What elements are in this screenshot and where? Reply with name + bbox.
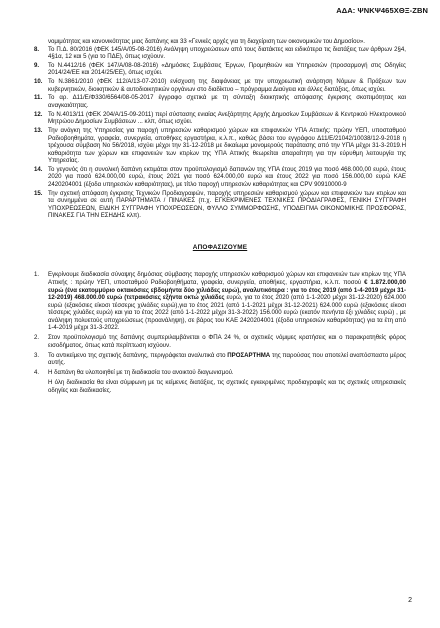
item-number: 15.	[34, 189, 43, 197]
attachment-label: ΠΡΟΣΑΡΤΗΜΑ	[227, 351, 271, 359]
decision-item	[34, 334, 406, 349]
ada-code: ΑΔΑ: ΨΝΚΨ465ΧΘΞ-ΖΒΝ	[336, 6, 428, 15]
item-text: Το Ν.4412/16 (ΦΕΚ 147/Α/08-08-2016) «Δημόσιες Συμβάσεις Έργων, Προμηθειών και Υπηρεσιών (προσαρμογή στις Οδηγίες 2014/24/ΕΕ και 2014/25/ΕΕ), όπως ισχύει.	[48, 61, 406, 77]
item-number: 9.	[34, 61, 40, 69]
decision-amount-bold: € 1.872.000,00 ευρώ (ένα εκατομμύριο οκτακόσιες εβδομήντα δύο χιλιάδες ευρώ), αναλυτικότερα : για το έτος 2019 (από 1-4-2019 μέχρι 31-12-2019) 468.000.00 ευρώ (τετρακόσιες εξήντα οκτώ χιλιάδες	[48, 278, 406, 302]
decision-item	[34, 271, 406, 331]
item-text: Το αρ. Δ11/Ε/Φ330/6564/08-05-2017 έγγραφο σχετικά με τη σύνταξη διοικητικής απόφασης έγκρισης σκοπιμότητας και αναγκαιότητας.	[48, 94, 406, 109]
list-item	[34, 111, 406, 126]
item-text: Η όλη διαδικασία θα είναι σύμφωνη με τις κείμενες διατάξεις, τις σχετικές εγκεκριμένες προδιαγραφές και τις σχετικές υπηρεσιακές οδηγίες και διαδικασίες.	[48, 379, 406, 394]
closing-paragraph	[34, 379, 406, 394]
decision-text: Εγκρίνουμε διαδικασία σύναψης δημόσιας σύμβασης παροχής υπηρεσιών καθαρισμού χώρων και επιφανειών των κτιρίων της ΥΠΑ Αττικής : πρώην ΥΕΠ, υποσταθμού Ραδιοβοηθήματα, γραφεία, συνεργεία, αποθήκες, εργαστήρια, κ.λ.π. ποσού	[48, 271, 406, 286]
decision-item	[34, 352, 406, 367]
item-number: 8.	[34, 45, 40, 53]
decision-item	[34, 369, 406, 377]
item-number: 3.	[34, 351, 40, 359]
decision-heading: ΑΠΟΦΑΣΙΖΟΥΜΕ	[192, 243, 248, 251]
item-number: 12.	[34, 110, 43, 118]
intro-continuation: νομιμότητας και κανονικότητας μιας δαπάνης και 33 «Γενικές αρχές για τη διαχείριση των οικονομικών του Δημοσίου».	[48, 38, 365, 45]
item-text: Το Π.Δ. 80/2016 (ΦΕΚ 145/Α/05-08-2016) Ανάληψη υποχρεώσεων από τους διατάκτες και ειδικότερα τις διατάξεις των άρθρων 2§4, 4§1α, 12 και 5 (για το ΠΔΕ), όπως ισχύουν.	[48, 45, 406, 61]
list-item	[34, 127, 406, 165]
item-text: Στον προϋπολογισμό της δαπάνης συμπεριλαμβάνεται ο ΦΠΑ 24 %, οι σχετικές νόμιμες κρατήσεις και ο παρακρατηθείς φόρος εισοδήματος, όπως κατά περίπτωση ισχύουν.	[48, 334, 406, 349]
decision-text-rest: της παρούσας που αποτελεί αναπόσπαστο μέρος αυτής.	[48, 351, 406, 367]
decision-text: Το αντικείμενο της σχετικής δαπάνης, περιγράφεται αναλυτικά στο	[48, 351, 228, 359]
item-number: 1.	[34, 271, 40, 279]
list-item	[34, 94, 406, 109]
item-number: 13.	[34, 126, 43, 134]
document-body	[34, 38, 406, 397]
item-number: 11.	[34, 94, 43, 102]
item-text: Την σχετική απόφαση έγκρισης Τεχνικών Προδιαγραφών, παροχής υπηρεσιών καθαρισμού χώρων και επιφανειών των κτιρίων και τα συνημμένα σε αυτή ΠΑΡΑΡΤΗΜΑΤΑ / ΠΙΝΑΚΕΣ (π.χ. ΕΓΚΕΚΡΙΜΕΝΕΣ ΤΕΧΝΙΚΕΣ ΠΡΟΔΙΑΓΡΑΦΕΣ, ΓΕΝΙΚΗ ΣΥΓΓΡΑΦΗ ΥΠΟΧΡΕΩΣΕΩΝ, ΕΙΔΙΚΗ ΣΥΓΓΡΑΦΗ ΥΠΟΧΡΕΩΣΕΩΝ, ΦΥΛΛΟ ΣΥΜΜΟΡΦΩΣΗΣ, ΥΠΟΔΕΙΓΜΑ ΟΙΚΟΝΟΜΙΚΗΣ ΠΡΟΣΦΟΡΑΣ, ΠΙΝΑΚΕΣ ΓΙΑ ΤΗΝ ΕΣΗΔΗΣ κλπ).	[48, 189, 406, 220]
item-indent	[34, 379, 48, 394]
list-item	[34, 46, 406, 61]
page-number: 2	[408, 597, 412, 604]
item-number: 14.	[34, 165, 43, 173]
list-item	[34, 78, 406, 93]
decision-text-rest: ευρώ, για το έτος 2020 (από 1-1-2020 μέχρι 31-12-2020) 624.000 ευρώ (εξακόσιες είκοσι τέσσερις χιλιάδες ευρώ),για το έτος 2021 (από 1-1-2021 μέχρι 31-12-2021) 624.000 ευρώ (εξακόσιες είκοσι τέσσερις χιλιάδες ευρώ) και για το έτος 2022 (από 1-1-2022 μέχρι 31-3-2022) 156.000 ευρώ (εκατόν πενήντα έξι χιλιάδες ευρώ) , με ανάληψη πολυετούς υποχρεώσεως (προανάληψη), σε βάρος του ΚΑΕ 2420204001 (έξοδα υπηρεσιών καθαριότητας) για τα έτη από 1-4-2019 μέχρι 31-3-2022.	[48, 294, 406, 332]
decision-list	[34, 271, 406, 394]
list-item	[34, 190, 406, 220]
item-text	[48, 352, 406, 367]
item-text	[48, 271, 406, 331]
item-text: Το γεγονός ότι η συνολική δαπάνη εκτιμάται στον προϋπολογισμό δαπανών της ΥΠΑ έτους 2019 για ποσό 468.000,00 ευρώ, έτους 2020 για ποσό 624.000,00 ευρώ, έτους 2021 για ποσό 624.000,00 ευρώ και έτους 2022 για ποσό 156.000,00 ευρώ ΚΑΕ 2420204001 (έξοδα υπηρεσιών καθαριότητας), με τίτλο παροχή υπηρεσιών καθαριότητας και CPV 90910000-9	[48, 165, 406, 188]
list-item	[34, 62, 406, 77]
item-number: 4.	[34, 369, 40, 377]
item-text: Το Ν.4013/11 (ΦΕΚ 204/Α/15-09-2011) περί σύστασης ενιαίας Ανεξάρτητης Αρχής Δημοσίων Συμβάσεων & Κεντρικού Ηλεκτρονικού Μητρώου Δημοσίων Συμβάσεων ... κλπ, όπως ισχύει.	[48, 110, 406, 126]
item-number: 2.	[34, 334, 40, 342]
item-number: 10.	[34, 78, 43, 86]
item-text: Το Ν.3861/2010 (ΦΕΚ 112/Α/13-07-2010) ενίσχυση της διαφάνειας με την υποχρεωτική ανάρτηση Νόμων & Πράξεων των κυβερνητικών, διοικητικών & αυτοδιοικητικών οργάνων στο διαδίκτυο – πρόγραμμα Διαύγεια και άλλες διατάξεις, όπως ισχύει.	[48, 78, 406, 93]
item-text: Την ανάγκη της Υπηρεσίας για παροχή υπηρεσιών καθαρισμού χώρων και επιφανειών ΥΠΑ Αττικής: πρώην ΥΕΠ, υποσταθμού Ραδιοβοηθημάτα, γραφεία, συνεργεία, αποθήκες εργαστήρια, κ.λ.π., καθώς βάσει του εγγράφου Δ11/Ε/21042/10038/12-9-2018 η τρέχουσα σύμβαση Νο 56/2018, ισχύει μέχρι την 31-12-2018 με δικαίωμα μονομερούς παράτασης από την ΥΠΑ μέχρι 31-3-2019.Η καθαριότητα των χώρων και επιφανειών των κτιρίων της ΥΠΑ Αττικής θεωρείται απαραίτητη για την εύρυθμη λειτουργία της Υπηρεσίας.	[48, 126, 406, 165]
list-item	[34, 166, 406, 189]
item-text: Η δαπάνη θα υλοποιηθεί με τη διαδικασία του ανοικτού διαγωνισμού.	[48, 369, 234, 377]
